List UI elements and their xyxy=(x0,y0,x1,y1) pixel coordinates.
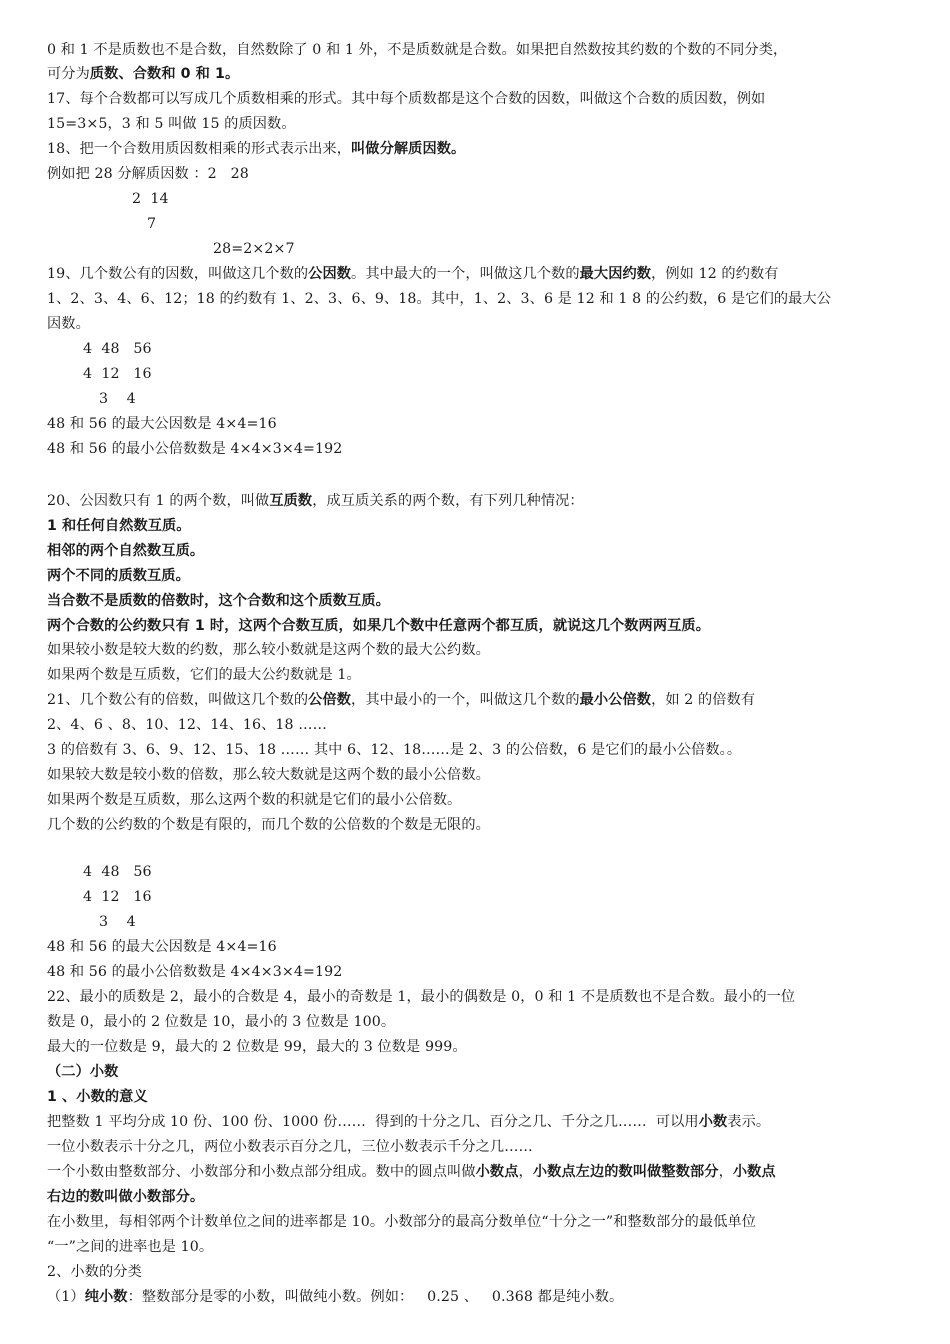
text-line xyxy=(47,1287,623,1307)
text-line xyxy=(47,64,239,84)
text: 4 12 16 xyxy=(83,889,152,905)
text: ，如 2 的倍数有 xyxy=(651,692,756,708)
text-line xyxy=(47,414,277,434)
text: 4 12 16 xyxy=(83,366,152,382)
text: 15=3×5，3 和 5 叫做 15 的质因数。 xyxy=(47,116,296,132)
bold-text: 小数 xyxy=(698,1114,728,1130)
text-line xyxy=(47,1037,467,1057)
text-line xyxy=(47,740,741,760)
text: 如果较大数是较小数的倍数，那么较大数就是这两个数的最小公倍数。 xyxy=(47,767,490,783)
text-line xyxy=(99,389,136,409)
text-line xyxy=(213,239,295,259)
text: 3 的倍数有 3、6、9、12、15、18 …… 其中 6、12、18……是 2、3 的公倍数，6 是它们的最小公倍数。。 xyxy=(47,742,742,758)
bold-text: 叫做分解质因数。 xyxy=(351,141,466,157)
text: 48 和 56 的最小公倍数数是 4×4×3×4=192 xyxy=(47,441,343,457)
text-line xyxy=(47,289,831,309)
text: 如果两个数是互质数，那么这两个数的积就是它们的最小公倍数。 xyxy=(47,792,462,808)
text-line xyxy=(47,640,490,660)
text-line xyxy=(47,591,390,611)
text: 20、公因数只有 1 的两个数，叫做 xyxy=(47,493,270,509)
text-line xyxy=(47,1112,770,1132)
text: 21、几个数公有的倍数，叫做这几个数的 xyxy=(47,692,309,708)
text-line xyxy=(47,164,249,184)
bold-text: 公因数 xyxy=(308,266,352,282)
text: 把整数 1 平均分成 10 份、100 份、1000 份…… 得到的十分之几、百分之几、千分之几…… 可以用 xyxy=(47,1114,699,1130)
text: ， xyxy=(518,1164,533,1180)
text-line xyxy=(47,962,342,982)
text-line xyxy=(47,1237,213,1257)
text-line xyxy=(47,114,296,134)
bold-text: 相邻的两个自然数互质。 xyxy=(47,543,205,559)
text: 如果较小数是较大数的约数，那么较小数就是这两个数的最大公约数。 xyxy=(47,642,490,658)
text-line xyxy=(47,1137,533,1157)
text: 3 4 xyxy=(99,391,136,407)
text: 几个数的公约数的个数是有限的，而几个数的公倍数的个数是无限的。 xyxy=(47,817,490,833)
text: 可分为 xyxy=(47,66,90,82)
text: “一”之间的进率也是 10。 xyxy=(47,1239,214,1255)
text: 22、最小的质数是 2，最小的合数是 4，最小的奇数是 1，最小的偶数是 0，0 和 1 不是质数也不是合数。最小的一位 xyxy=(47,989,796,1005)
text: 例如把 28 分解质因数 ：2 28 xyxy=(47,166,249,182)
bold-text: （二）小数 xyxy=(47,1064,119,1080)
text-line xyxy=(47,439,342,459)
text: ，其中最小的一个，叫做这几个数的 xyxy=(351,692,580,708)
bold-text: 两个不同的质数互质。 xyxy=(47,568,190,584)
text: 3 4 xyxy=(99,914,136,930)
text-line xyxy=(47,765,490,785)
text-line xyxy=(147,214,156,234)
bold-text: 1 、小数的意义 xyxy=(47,1089,148,1105)
text-line xyxy=(47,937,277,957)
text: 在小数里，每相邻两个计数单位之间的进率都是 10。小数部分的最高分数单位“十分之一”和整数部分的最低单位 xyxy=(47,1214,757,1230)
bold-text: 两个合数的公约数只有 1 时，这两个合数互质，如果几个数中任意两个都互质，就说这几个数两两互质。 xyxy=(47,618,710,634)
text-line xyxy=(47,1162,776,1182)
text: 17、每个合数都可以写成几个质数相乘的形式。其中每个质数都是这个合数的因数，叫做这个合数的质因数，例如 xyxy=(47,91,766,107)
text-line xyxy=(47,815,490,835)
text: ：整数部分是零的小数，叫做纯小数。例如： 0.25 、 0.368 都是纯小数。 xyxy=(127,1289,624,1305)
text-line xyxy=(47,541,204,561)
text-line xyxy=(47,491,584,511)
text-line xyxy=(47,1012,395,1032)
text: 如果两个数是互质数，它们的最大公约数就是 1。 xyxy=(47,667,361,683)
text: 18、把一个合数用质因数相乘的形式表示出来， xyxy=(47,141,352,157)
text: 表示。 xyxy=(727,1114,771,1130)
bold-text: 小数点 xyxy=(475,1164,519,1180)
text: 2 14 xyxy=(132,191,169,207)
bold-text: 最大因约数 xyxy=(579,266,652,282)
text-line xyxy=(47,690,755,710)
text-line xyxy=(47,314,90,334)
text: ，成互质关系的两个数，有下列几种情况： xyxy=(312,493,584,509)
bold-text: 当合数不是质数的倍数时，这个合数和这个质数互质。 xyxy=(47,593,390,609)
text-line xyxy=(99,912,136,932)
text-line xyxy=(47,715,327,735)
text: 28=2×2×7 xyxy=(213,241,295,257)
bold-text: 小数点 xyxy=(732,1164,776,1180)
text-line xyxy=(83,339,152,359)
text-line xyxy=(83,862,152,882)
text: 一个小数由整数部分、小数部分和小数点部分组成。数中的圆点叫做 xyxy=(47,1164,476,1180)
text: 2、4、6 、8、10、12、14、16、18 …… xyxy=(47,717,327,733)
text: 7 xyxy=(147,216,157,232)
text-line xyxy=(47,1062,118,1082)
bold-text: 最小公倍数 xyxy=(579,692,652,708)
text-line xyxy=(83,364,152,384)
text-line xyxy=(47,566,190,586)
text-line xyxy=(47,40,787,60)
text: 2、小数的分类 xyxy=(47,1264,142,1280)
text: 数是 0，最小的 2 位数是 10，最小的 3 位数是 100。 xyxy=(47,1014,396,1030)
text: （1） xyxy=(47,1289,85,1305)
text: 48 和 56 的最大公因数是 4×4=16 xyxy=(47,416,277,432)
text-line xyxy=(47,987,795,1007)
text-line xyxy=(132,189,169,209)
text: 19、几个数公有的因数，叫做这几个数的 xyxy=(47,266,309,282)
text: 48 和 56 的最小公倍数数是 4×4×3×4=192 xyxy=(47,964,343,980)
text: 0 和 1 不是质数也不是合数，自然数除了 0 和 1 外，不是质数就是合数。如果把自然数按其约数的个数的不同分类， xyxy=(47,42,788,58)
text: 48 和 56 的最大公因数是 4×4=16 xyxy=(47,939,277,955)
text-line xyxy=(47,516,191,536)
bold-text: 质数、合数和 0 和 1。 xyxy=(89,66,240,82)
text-line xyxy=(47,1187,204,1207)
text-line xyxy=(47,1087,148,1107)
bold-text: 公倍数 xyxy=(308,692,352,708)
text-line xyxy=(47,139,465,159)
bold-text: 互质数 xyxy=(269,493,313,509)
text: ， xyxy=(718,1164,733,1180)
text-line xyxy=(47,665,361,685)
text-line xyxy=(47,616,710,636)
text-line xyxy=(47,89,765,109)
text: 最大的一位数是 9，最大的 2 位数是 99，最大的 3 位数是 999。 xyxy=(47,1039,467,1055)
text-line xyxy=(47,1262,142,1282)
bold-text: 1 和任何自然数互质。 xyxy=(47,518,191,534)
text: 因数。 xyxy=(47,316,90,332)
text: ，例如 12 的约数有 xyxy=(651,266,779,282)
text: 4 48 56 xyxy=(83,341,152,357)
bold-text: 右边的数叫做小数部分。 xyxy=(47,1189,205,1205)
text: 1、2、3、4、6、12；18 的约数有 1、2、3、6、9、18。其中，1、2、3、6 是 12 和 1 8 的公约数，6 是它们的最大公 xyxy=(47,291,832,307)
text-line xyxy=(47,790,461,810)
text: 一位小数表示十分之几，两位小数表示百分之几，三位小数表示千分之几…… xyxy=(47,1139,533,1155)
bold-text: 纯小数 xyxy=(84,1289,128,1305)
text: 。其中最大的一个，叫做这几个数的 xyxy=(351,266,580,282)
text-line xyxy=(47,264,779,284)
bold-text: 小数点左边的数叫做整数部分 xyxy=(532,1164,719,1180)
text-line xyxy=(47,1212,756,1232)
text: 4 48 56 xyxy=(83,864,152,880)
text-line xyxy=(83,887,152,907)
